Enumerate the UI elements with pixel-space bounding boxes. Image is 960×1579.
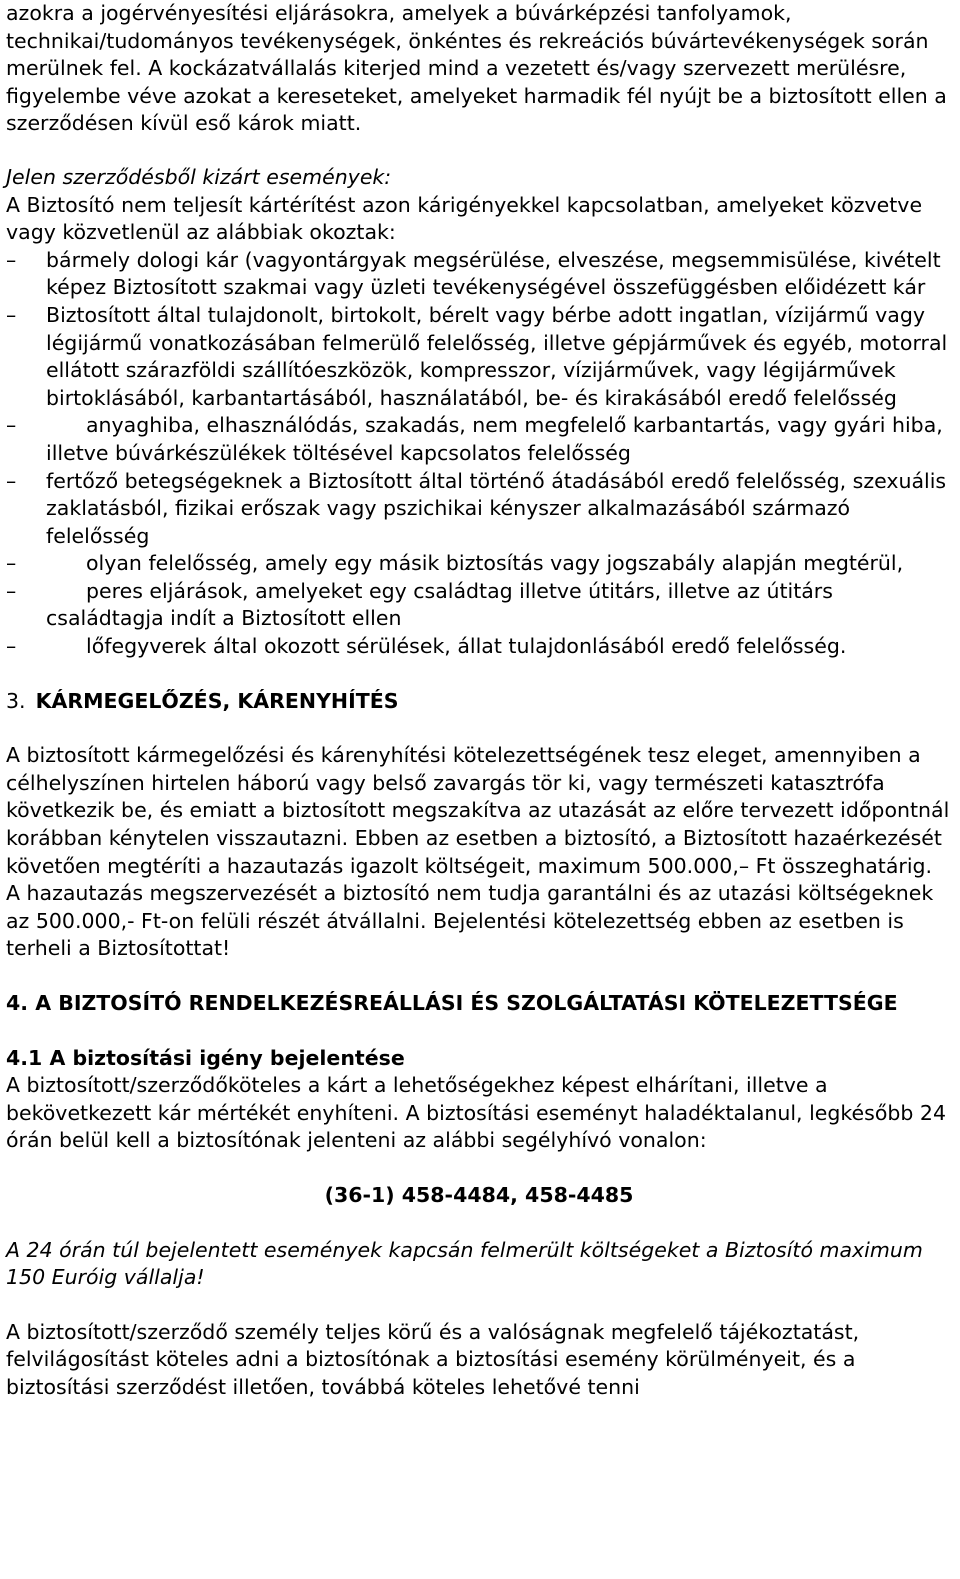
exclusion-item	[6, 633, 952, 661]
exclusion-item	[6, 578, 952, 633]
emergency-phone: (36-1) 458-4484, 458-4485	[324, 1182, 634, 1207]
exclusion-item	[6, 412, 952, 467]
exclusion-item-text: Biztosított által tulajdonolt, birtokolt, bérelt vagy bérbe adott ingatlan, vízijármű vagy légijármű vonatkozásában felmerülő felelősség, illetve gépjárművek és egyéb, motorral ellátott szárazföldi szállítóeszközök, kompresszor, vízijárművek, vagy légijárművek birtoklásából, karbantartásából, használatából, be- és kirakásából eredő felelősség	[46, 302, 948, 410]
section-3-body: A biztosított kármegelőzési és kárenyhítési kötelezettségének tesz eleget, amennyiben a célhelyszínen hirtelen háború vagy belső zavargás tör ki, vagy természeti katasztrófa következik be, és emiatt a biztosított megszakítva az utazását az előre tervezett időpontnál korábban kénytelen visszautazni. Ebben az esetben a biztosító, a Biztosított hazaérkezését követően megtéríti a hazautazás igazolt költségeit, maximum 500.000,– Ft összeghatárig. A hazautazás megszervezését a biztosító nem tudja garantálni és az utazási költségeknek az 500.000,- Ft-on felüli részét átvállalni. Bejelentési kötelezettség ebben az esetben is terheli a Biztosítottat!	[6, 743, 950, 961]
late-report-note: A 24 órán túl bejelentett események kapcsán felmerült költségeket a Biztosító maximum 150 Euróig vállalja!	[6, 1237, 923, 1290]
spacer	[6, 1018, 952, 1045]
spacer	[6, 1292, 952, 1319]
intro-paragraph: azokra a jogérvényesítési eljárásokra, amelyek a búvárképzési tanfolyamok, technikai/tudományos tevékenységek, önkéntes és rekreációs búvártevékenységek során merülnek fel. A kockázatvállalás kiterjed mind a vezetett és/vagy szervezett merülésre, figyelembe véve azokat a kereseteket, amelyeket harmadik fél nyújt be a biztosított ellen a szerződésen kívül eső károk miatt.	[6, 1, 947, 136]
exclusion-item	[6, 550, 952, 578]
section-3-heading	[6, 688, 952, 716]
dash-bullet: –	[6, 551, 17, 576]
exclusion-item	[6, 247, 952, 302]
exclusions-heading: Jelen szerződésből kizárt események:	[6, 164, 392, 189]
exclusions-lead: A Biztosító nem teljesít kártérítést azon kárigényekkel kapcsolatban, amelyeket közvetve vagy közvetlenül az alábbiak okoztak:	[6, 192, 923, 245]
exclusion-item-text: anyaghiba, elhasználódás, szakadás, nem megfelelő karbantartás, vagy gyári hiba, illetve búvárkészülékek töltésével kapcsolatos felelősség	[46, 413, 943, 465]
closing-paragraph: A biztosított/szerződő személy teljes körű és a valóságnak megfelelő tájékoztatást, felvilágosítást köteles adni a biztosítónak a biztosítási esemény körülményeit, és a biztosítási szerződést illetően, továbbá köteles lehetővé tenni	[6, 1319, 860, 1399]
exclusion-item-text: olyan felelősség, amely egy másik biztosítás vagy jogszabály alapján megtérül,	[86, 551, 904, 576]
spacer	[6, 1210, 952, 1237]
spacer	[6, 963, 952, 990]
dash-bullet: –	[6, 634, 17, 659]
section-4-title: 4. A BIZTOSÍTÓ RENDELKEZÉSREÁLLÁSI ÉS SZOLGÁLTATÁSI KÖTELEZETTSÉGE	[6, 991, 898, 1015]
exclusion-item-text: peres eljárások, amelyeket egy családtag illetve útitárs, illetve az útitárs családtagja indít a Biztosított ellen	[46, 578, 833, 631]
section-4-1-title: 4.1 A biztosítási igény bejelentése	[6, 1045, 405, 1070]
dash-bullet: –	[6, 413, 17, 438]
exclusion-item	[6, 302, 952, 412]
dash-bullet: –	[6, 468, 17, 493]
dash-bullet: –	[6, 578, 17, 603]
exclusion-item-text: bármely dologi kár (vagyontárgyak megsérülése, elveszése, megsemmisülése, kivételt képez Biztosított szakmai vagy üzleti tevékenységével összefüggésben előidézett kár	[46, 247, 941, 300]
section-4-1-body: A biztosított/szerződőköteles a kárt a lehetőségekhez képest elhárítani, illetve a bekövetkezett kár mértékét enyhíteni. A biztosítási eseményt haladéktalanul, legkésőbb 24 órán belül kell a biztosítónak jelenteni az alábbi segélyhívó vonalon:	[6, 1073, 947, 1153]
exclusion-item-text: lőfegyverek által okozott sérülések, állat tulajdonlásából eredő felelősség.	[86, 634, 847, 659]
dash-bullet: –	[6, 247, 17, 272]
spacer	[6, 1155, 952, 1182]
spacer	[6, 661, 952, 688]
section-3-title: KÁRMEGELŐZÉS, KÁRENYHÍTÉS	[35, 688, 399, 713]
spacer	[6, 138, 952, 164]
section-3-number: 3.	[6, 688, 26, 713]
dash-bullet: –	[6, 302, 17, 327]
exclusion-item	[6, 468, 952, 551]
exclusion-item-text: fertőző betegségeknek a Biztosított által történő átadásából eredő felelősség, szexuális zaklatásból, fizikai erőszak vagy pszichikai kényszer alkalmazásából származó felelősség	[46, 468, 947, 548]
exclusions-list	[6, 247, 952, 661]
spacer	[6, 715, 952, 742]
